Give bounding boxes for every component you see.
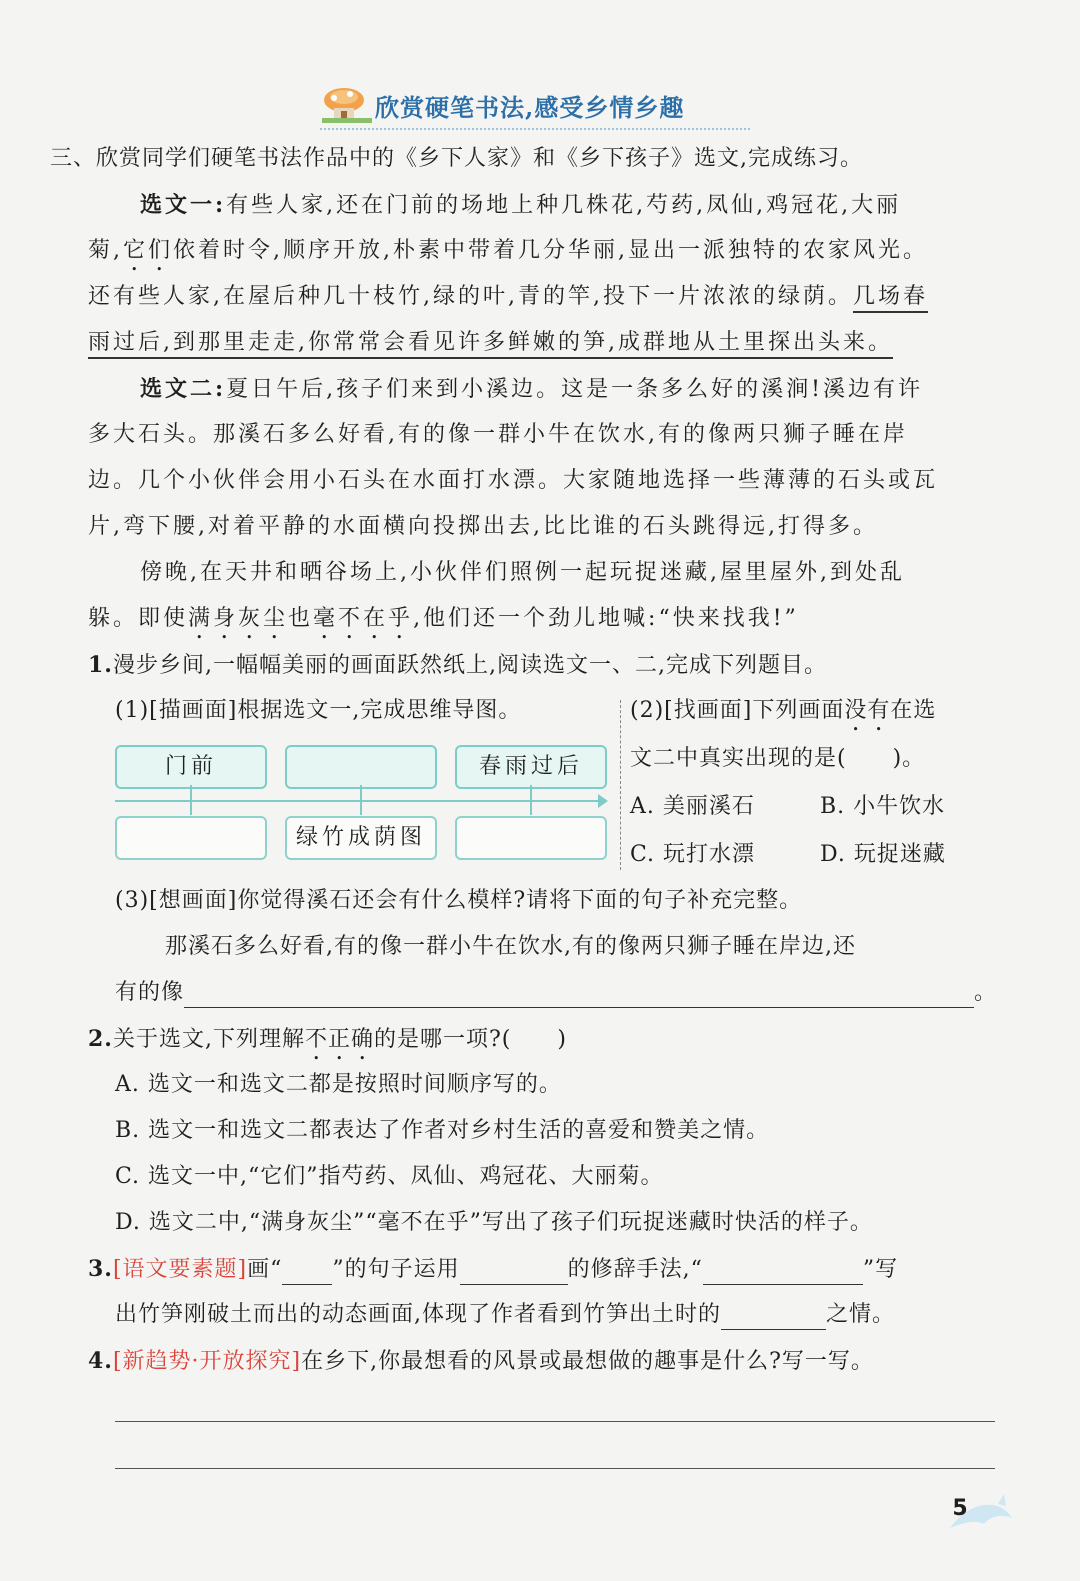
passage2-line4: 片,弯下腰,对着平静的水面横向投掷出去,比比谁的石头跳得远,打得多。	[88, 514, 878, 539]
text-fragment: )。	[892, 746, 926, 771]
mindmap-answer-box[interactable]	[115, 816, 267, 860]
mushroom-house-icon	[320, 80, 376, 126]
q2-option-b: B. 选文一和选文二都表达了作者对乡村生活的喜爱和赞美之情。	[115, 1118, 770, 1143]
q2-stem	[88, 1024, 567, 1065]
passage1-line3	[88, 282, 928, 312]
mindmap-connector	[530, 785, 532, 815]
q2-option-c: C. 选文一中,“它们”指芍药、凤仙、鸡冠花、大丽菊。	[115, 1164, 664, 1189]
text-fragment: ”写	[862, 1257, 899, 1282]
q3-tag: [语文要素题]	[112, 1257, 248, 1282]
mindmap-box-blank[interactable]	[285, 745, 437, 789]
mindmap-box-bamboo-shade: 绿竹成荫图	[285, 816, 437, 860]
page-title: 欣赏硬笔书法,感受乡情乡趣	[375, 93, 685, 122]
text-fragment: 菊,	[88, 238, 123, 263]
passage1-label: 选文一:	[140, 192, 227, 218]
mindmap-connector	[190, 785, 192, 815]
q1-part3-line2	[115, 978, 997, 1008]
passage1-line4	[88, 328, 893, 358]
q1-text: 漫步乡间,一幅幅美丽的画面跃然纸上,阅读选文一、二,完成下列题目。	[112, 653, 827, 678]
passage2-line5: 傍晚,在天井和晒谷场上,小伙伴们照例一起玩捉迷藏,屋里屋外,到处乱	[140, 560, 905, 585]
q1-part3: (3)[想画面]你觉得溪石还会有什么模样?请将下面的句子补充完整。	[115, 888, 803, 913]
q1-part2-line2	[630, 744, 925, 774]
text-fragment: ,他们还一个劲儿地喊:“快来找我!”	[413, 606, 799, 631]
q4-text: 在乡下,你最想看的风景或最想做的趣事是什么?写一写。	[301, 1349, 874, 1374]
mindmap-box-front-door: 门前	[115, 745, 267, 789]
text-fragment: 在选	[890, 698, 937, 723]
answer-blank[interactable]	[460, 1262, 568, 1285]
emphasis-dusty: 满身灰尘	[188, 606, 289, 631]
text-fragment: (2)[找画面]下列画面	[630, 698, 845, 723]
option-b: B. 小牛饮水	[820, 794, 946, 819]
q4-tag: [新趋势·开放探究]	[112, 1349, 302, 1374]
passage2-line1	[140, 374, 923, 405]
q3-line1	[88, 1254, 898, 1285]
text-fragment: 关于选文,下列理解	[112, 1027, 305, 1052]
passage2-text: 夏日午后,孩子们来到小溪边。这是一条多么好的溪涧!溪边有许	[226, 377, 923, 402]
q1-stem	[88, 650, 827, 681]
emphasis-not: 没有	[844, 698, 891, 723]
text-fragment: )	[557, 1027, 567, 1052]
passage2-line3: 边。几个小伙伴会用小石头在水面打水漂。大家随地选择一些薄薄的石头或瓦	[88, 468, 939, 493]
passage2-label: 选文二:	[140, 376, 227, 402]
q2-number: 2.	[88, 1026, 113, 1052]
q1-part1: (1)[描画面]根据选文一,完成思维导图。	[115, 698, 522, 723]
q3-line2	[115, 1300, 895, 1330]
column-divider	[620, 700, 621, 870]
section-heading: 三、欣赏同学们硬笔书法作品中的《乡下人家》和《乡下孩子》选文,完成练习。	[50, 146, 863, 171]
mindmap-answer-box[interactable]	[455, 816, 607, 860]
writing-line[interactable]	[115, 1468, 995, 1469]
emphasis-careless: 毫不在乎	[313, 606, 414, 631]
answer-blank[interactable]	[184, 985, 974, 1008]
arrow-right-icon	[598, 794, 608, 808]
text-fragment: 的修辞手法,“	[567, 1257, 703, 1282]
underlined-sentence: 雨过后,到那里走走,你常常会看见许多鲜嫩的笋,成群地从土里探出头来。	[88, 330, 893, 359]
text-fragment: 的是哪一项?(	[373, 1027, 512, 1052]
text-fragment: ”的句子运用	[332, 1257, 460, 1282]
answer-blank[interactable]	[721, 1307, 826, 1330]
answer-blank[interactable]	[703, 1262, 863, 1285]
title-divider	[320, 128, 750, 130]
passage1-line1	[140, 190, 901, 221]
text-fragment: 躲。即使	[88, 606, 189, 631]
q1-part3-sentence: 那溪石多么好看,有的像一群小牛在饮水,有的像两只狮子睡在岸边,还	[165, 934, 856, 959]
text-fragment: 。	[974, 980, 998, 1005]
text-fragment: 画“	[247, 1257, 283, 1282]
passage2-line6	[88, 604, 799, 644]
text-fragment: 出竹笋刚破土而出的动态画面,体现了作者看到竹笋出土时的	[115, 1302, 721, 1327]
passage1-text: 有些人家,还在门前的场地上种几株花,芍药,凤仙,鸡冠花,大丽	[226, 193, 902, 218]
mindmap-box-after-rain: 春雨过后	[455, 745, 607, 789]
text-fragment: 也	[288, 606, 314, 631]
passage1-line2	[88, 236, 928, 276]
text-fragment: 还有些人家,在屋后种几十枝竹,绿的叶,青的竿,投下一片浓浓的绿荫。	[88, 284, 853, 309]
emphasis-incorrect: 不正确	[304, 1027, 374, 1052]
underlined-sentence: 几场春	[853, 284, 928, 313]
q4-stem	[88, 1346, 874, 1377]
text-fragment: 之情。	[826, 1302, 896, 1327]
q1-number: 1.	[88, 652, 113, 678]
writing-line[interactable]	[115, 1421, 995, 1422]
q1-part2-line1	[630, 696, 936, 736]
emphasis-them: 它们	[123, 238, 174, 263]
q2-option-a: A. 选文一和选文二都是按照时间顺序写的。	[115, 1072, 562, 1097]
q3-number: 3.	[88, 1256, 113, 1282]
page-number: 5	[952, 1496, 968, 1521]
text-fragment: 有的像	[115, 980, 185, 1005]
q4-number: 4.	[88, 1348, 113, 1374]
option-c: C. 玩打水漂	[630, 842, 756, 867]
text-fragment: 依着时令,顺序开放,朴素中带着几分华丽,显出一派独特的农家风光。	[173, 238, 928, 263]
answer-blank[interactable]	[282, 1262, 332, 1285]
mindmap-connector	[360, 785, 362, 815]
q2-option-d: D. 选文二中,“满身灰尘”“毫不在乎”写出了孩子们玩捉迷藏时快活的样子。	[115, 1210, 873, 1235]
option-d: D. 玩捉迷藏	[820, 842, 946, 867]
passage2-line2: 多大石头。那溪石多么好看,有的像一群小牛在饮水,有的像两只狮子睡在岸	[88, 422, 908, 447]
option-a: A. 美丽溪石	[630, 794, 755, 819]
header-banner	[320, 80, 750, 130]
text-fragment: 文二中真实出现的是(	[630, 746, 847, 771]
